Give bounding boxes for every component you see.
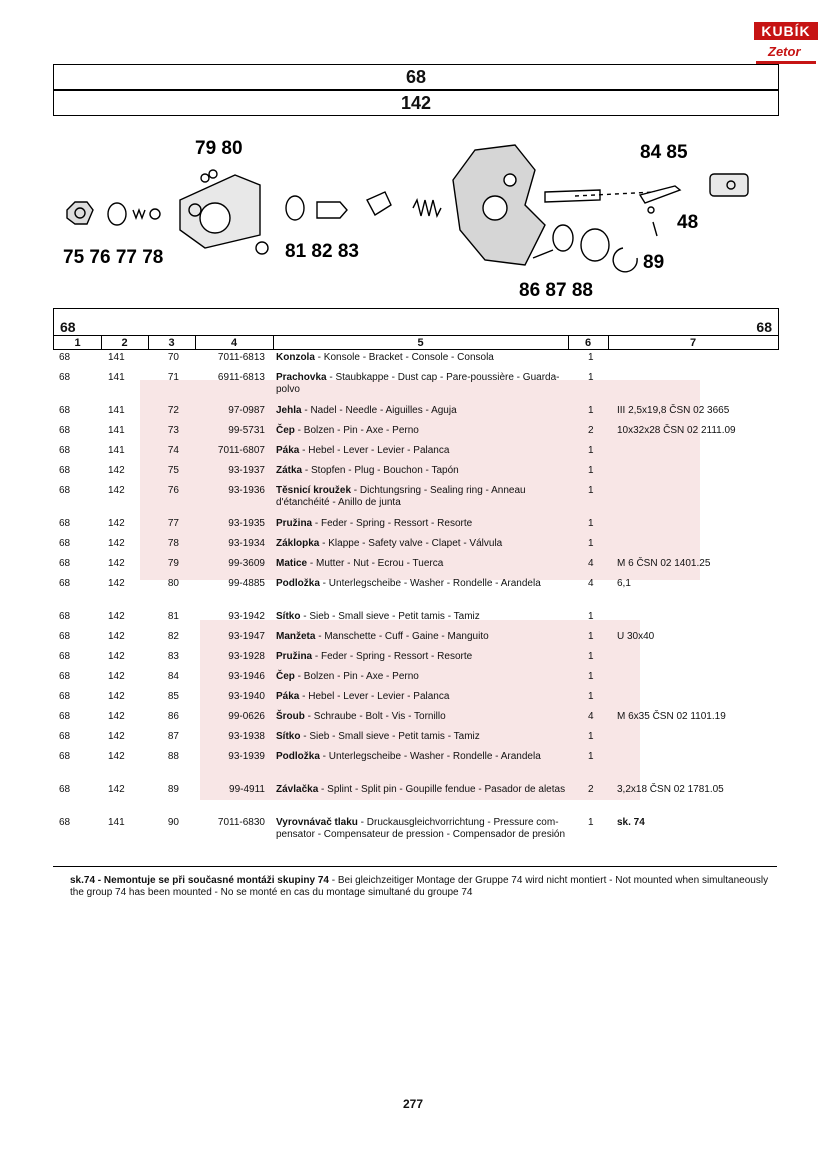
row-quantity: 1 [588,631,594,642]
table-row [53,485,777,518]
row-position: 80 [167,578,179,589]
row-part-number: 93-1937 [228,465,265,476]
row-description-translations: - Bolzen - Pin - Axe - Perno [294,671,419,682]
row-subgroup: 142 [108,691,125,702]
row-description-cz: Podložka [276,751,320,762]
callout-81-83: 81 82 83 [285,241,359,262]
row-note: 3,2x18 ČSN 02 1781.05 [617,784,724,795]
row-quantity: 1 [588,445,594,456]
row-quantity: 1 [588,518,594,529]
row-subgroup: 142 [108,611,125,622]
row-part-number: 93-1939 [228,751,265,762]
row-part-number: 93-1934 [228,538,265,549]
row-subgroup: 142 [108,558,125,569]
row-description-translations: - Sieb - Small sieve - Petit tamis - Tamiz [300,611,480,622]
row-subgroup: 142 [108,751,125,762]
row-group: 68 [59,558,71,569]
table-row [53,711,777,731]
parts-table-body [53,352,777,861]
col-3: 3 [148,336,196,350]
row-description-translations: - Staubkappe - Dust cap - Pare-poussière - Guarda-polvo [276,372,560,395]
row-group: 68 [59,352,71,363]
row-quantity: 1 [588,731,594,742]
parts-drawing [55,130,775,305]
row-position: 85 [167,691,179,702]
row-note: 10x32x28 ČSN 02 2111.09 [617,425,736,436]
row-position: 87 [167,731,179,742]
row-part-number: 99-4885 [228,578,265,589]
row-part-number: 6911-6813 [217,372,265,383]
row-description-cz: Páka [276,445,300,456]
row-subgroup: 142 [108,731,125,742]
table-row [53,817,777,861]
row-subgroup: 141 [108,425,125,436]
row-description-translations: - Klappe - Safety valve - Clapet - Válvula [319,538,503,549]
row-quantity: 1 [588,651,594,662]
row-description [276,691,566,703]
row-description [276,425,566,437]
table-row [53,372,777,405]
row-subgroup: 141 [108,445,125,456]
row-group: 68 [59,538,71,549]
row-note: 6,1 [617,578,631,589]
row-subgroup: 142 [108,631,125,642]
row-subgroup: 141 [108,352,125,363]
row-quantity: 4 [588,558,594,569]
table-bottom-rule [53,866,777,867]
row-position: 84 [167,671,179,682]
row-description-translations: - Dichtungsring - Sealing ring - Anneau d'étanchéité - Anillo de junta [276,485,526,508]
row-description-translations: - Feder - Spring - Ressort - Resorte [312,518,473,529]
row-quantity: 4 [588,711,594,722]
row-description [276,817,566,841]
row-description-translations: - Splint - Split pin - Goupille fendue - Pasador de aletas [318,784,566,795]
row-part-number: 93-1942 [228,611,265,622]
row-group: 68 [59,425,71,436]
row-quantity: 1 [588,611,594,622]
row-quantity: 2 [588,425,594,436]
row-subgroup: 142 [108,518,125,529]
row-description-translations: - Sieb - Small sieve - Petit tamis - Tamiz [300,731,480,742]
subgroup-number: 142 [53,90,779,116]
col-1: 1 [54,336,102,350]
row-description-cz: Šroub [276,711,305,722]
row-part-number: 97-0987 [228,405,265,416]
callout-48: 48 [677,212,699,233]
table-row [53,405,777,425]
row-note: III 2,5x19,8 ČSN 02 3665 [617,405,730,416]
row-description-cz: Těsnicí kroužek [276,485,352,496]
col-5: 5 [273,336,569,350]
row-description-translations: - Konsole - Bracket - Console - Consola [314,352,494,363]
row-description [276,518,566,530]
row-position: 71 [167,372,179,383]
row-description-cz: Manžeta [276,631,316,642]
row-position: 89 [167,784,179,795]
row-description-cz: Podložka [276,578,320,589]
row-position: 70 [167,352,179,363]
row-position: 72 [167,405,179,416]
col-6: 6 [568,336,609,350]
row-description-translations: - Unterlegscheibe - Washer - Rondelle - Arandela [319,578,541,589]
row-quantity: 4 [588,578,594,589]
row-quantity: 1 [588,671,594,682]
row-description [276,445,566,457]
row-description-translations: - Druckausgleichvorrichtung - Pressure com-pensator - Compensateur de pression - Compensador de presión [276,817,566,840]
callout-84-85: 84 85 [640,142,688,163]
row-group: 68 [59,518,71,529]
row-group: 68 [59,445,71,456]
row-part-number: 93-1928 [228,651,265,662]
row-description [276,465,566,477]
row-description [276,711,566,723]
row-description [276,751,566,763]
row-subgroup: 142 [108,711,125,722]
row-group: 68 [59,817,71,828]
row-description-translations: - Manschette - Cuff - Gaine - Manguito [315,631,489,642]
row-position: 88 [167,751,179,762]
row-part-number: 99-0626 [228,711,265,722]
row-description-translations: - Unterlegscheibe - Washer - Rondelle - Arandela [319,751,541,762]
col-7: 7 [689,337,697,349]
col-2: 2 [101,336,149,350]
footnote [70,875,770,899]
callout-79-80: 79 80 [195,138,243,159]
footnote-text: - Bei gleichzeitiger Montage der Gruppe 74 wird nicht montiert - Not mounted when simultaneously the group 74 has been mounted - No se monté en cas du montage simultané du groupe 74 [70,875,769,898]
row-position: 76 [167,485,179,496]
row-description-cz: Prachovka [276,372,327,383]
row-description-cz: Vyrovnávač tlaku [276,817,358,828]
row-group: 68 [59,631,71,642]
table-row [53,611,777,631]
row-note: M 6x35 ČSN 02 1101.19 [617,711,726,722]
row-part-number: 7011-6807 [217,445,265,456]
row-group: 68 [59,372,71,383]
row-description-translations: - Schraube - Bolt - Vis - Tornillo [304,711,446,722]
table-row [53,731,777,751]
row-quantity: 1 [588,465,594,476]
row-description-translations: - Nadel - Needle - Aiguilles - Aguja [301,405,457,416]
row-group: 68 [59,465,71,476]
row-description-translations: - Bolzen - Pin - Axe - Perno [294,425,419,436]
row-group: 68 [59,784,71,795]
row-subgroup: 142 [108,465,125,476]
table-row [53,751,777,784]
table-row [53,352,777,372]
row-description-cz: Závlačka [276,784,319,795]
row-description [276,538,566,550]
table-row [53,691,777,711]
table-row [53,425,777,445]
row-position: 79 [167,558,179,569]
row-description-translations: - Hebel - Lever - Levier - Palanca [299,691,450,702]
table-group-right: 68 [756,319,772,335]
row-description-translations: - Mutter - Nut - Ecrou - Tuerca [307,558,444,569]
exploded-parts-diagram [55,130,775,305]
table-row [53,538,777,558]
table-row [53,671,777,691]
row-group: 68 [59,711,71,722]
row-group: 68 [59,751,71,762]
table-row [53,651,777,671]
row-position: 81 [167,611,179,622]
row-description-cz: Páka [276,691,300,702]
row-description [276,485,566,509]
row-description [276,578,566,590]
row-description-cz: Sítko [276,731,301,742]
row-description-cz: Matice [276,558,308,569]
logo-brand: KUBÍK [754,22,818,40]
footnote-bold: sk.74 - Nemontuje se při současné montáži skupiny 74 [70,875,329,886]
column-number-row [54,335,778,350]
row-group: 68 [59,651,71,662]
row-part-number: 93-1940 [228,691,265,702]
row-position: 73 [167,425,179,436]
row-description-cz: Záklopka [276,538,320,549]
row-part-number: 7011-6830 [217,817,265,828]
group-number: 68 [53,64,779,90]
row-description-cz: Jehla [276,405,302,416]
table-row [53,465,777,485]
row-quantity: 1 [588,372,594,383]
callout-75-78: 75 76 77 78 [63,247,164,268]
row-note: U 30x40 [617,631,655,642]
row-description-translations: - Hebel - Lever - Levier - Palanca [299,445,450,456]
table-row [53,558,777,578]
row-description [276,611,566,623]
row-part-number: 99-4911 [229,784,265,795]
row-part-number: 93-1947 [228,631,265,642]
row-description-translations: - Stopfen - Plug - Bouchon - Tapón [302,465,459,476]
row-subgroup: 142 [108,671,125,682]
row-group: 68 [59,485,71,496]
row-quantity: 1 [588,405,594,416]
row-description [276,731,566,743]
row-group: 68 [59,578,71,589]
row-part-number: 93-1935 [228,518,265,529]
row-description [276,405,566,417]
row-group: 68 [59,731,71,742]
row-part-number: 99-5731 [228,425,265,436]
row-part-number: 93-1936 [228,485,265,496]
row-group: 68 [59,691,71,702]
brand-logo [754,18,818,66]
table-row [53,445,777,465]
row-quantity: 1 [588,538,594,549]
row-position: 77 [167,518,179,529]
table-row [53,578,777,611]
callout-86-88: 86 87 88 [519,280,593,301]
row-description-translations: - Feder - Spring - Ressort - Resorte [312,651,473,662]
row-subgroup: 142 [108,651,125,662]
table-group-left: 68 [60,319,76,335]
row-quantity: 1 [588,485,594,496]
row-quantity: 1 [588,751,594,762]
row-subgroup: 142 [108,784,125,795]
row-subgroup: 141 [108,817,125,828]
row-description [276,651,566,663]
col-4: 4 [195,336,274,350]
row-description [276,352,566,364]
row-subgroup: 141 [108,372,125,383]
row-part-number: 7011-6813 [217,352,265,363]
row-position: 90 [167,817,179,828]
logo-sub: Zetor [768,44,801,59]
row-group: 68 [59,611,71,622]
row-description-cz: Konzola [276,352,315,363]
row-position: 78 [167,538,179,549]
row-group: 68 [59,671,71,682]
row-position: 75 [167,465,179,476]
table-row [53,631,777,651]
row-position: 82 [167,631,179,642]
row-position: 83 [167,651,179,662]
row-note: sk. 74 [617,817,645,828]
row-description-cz: Sítko [276,611,301,622]
row-description-cz: Zátka [276,465,303,476]
row-description [276,671,566,683]
row-quantity: 2 [588,784,594,795]
page-number: 277 [402,1097,424,1111]
row-description [276,558,566,570]
row-part-number: 99-3609 [228,558,265,569]
table-row [53,784,777,817]
row-subgroup: 142 [108,485,125,496]
row-subgroup: 142 [108,538,125,549]
row-subgroup: 142 [108,578,125,589]
row-position: 86 [167,711,179,722]
row-quantity: 1 [588,691,594,702]
callout-89: 89 [643,252,665,273]
row-description [276,631,566,643]
row-description-cz: Pružina [276,518,313,529]
row-subgroup: 141 [108,405,125,416]
row-description [276,372,566,396]
row-part-number: 93-1946 [228,671,265,682]
row-quantity: 1 [588,817,594,828]
row-description-cz: Pružina [276,651,313,662]
row-quantity: 1 [588,352,594,363]
row-position: 74 [167,445,179,456]
row-description [276,784,566,796]
row-group: 68 [59,405,71,416]
table-row [53,518,777,538]
parts-table-header [53,308,779,350]
row-part-number: 93-1938 [228,731,265,742]
row-description-cz: Čep [276,425,295,436]
row-description-cz: Čep [276,671,295,682]
row-note: M 6 ČSN 02 1401.25 [617,558,711,569]
